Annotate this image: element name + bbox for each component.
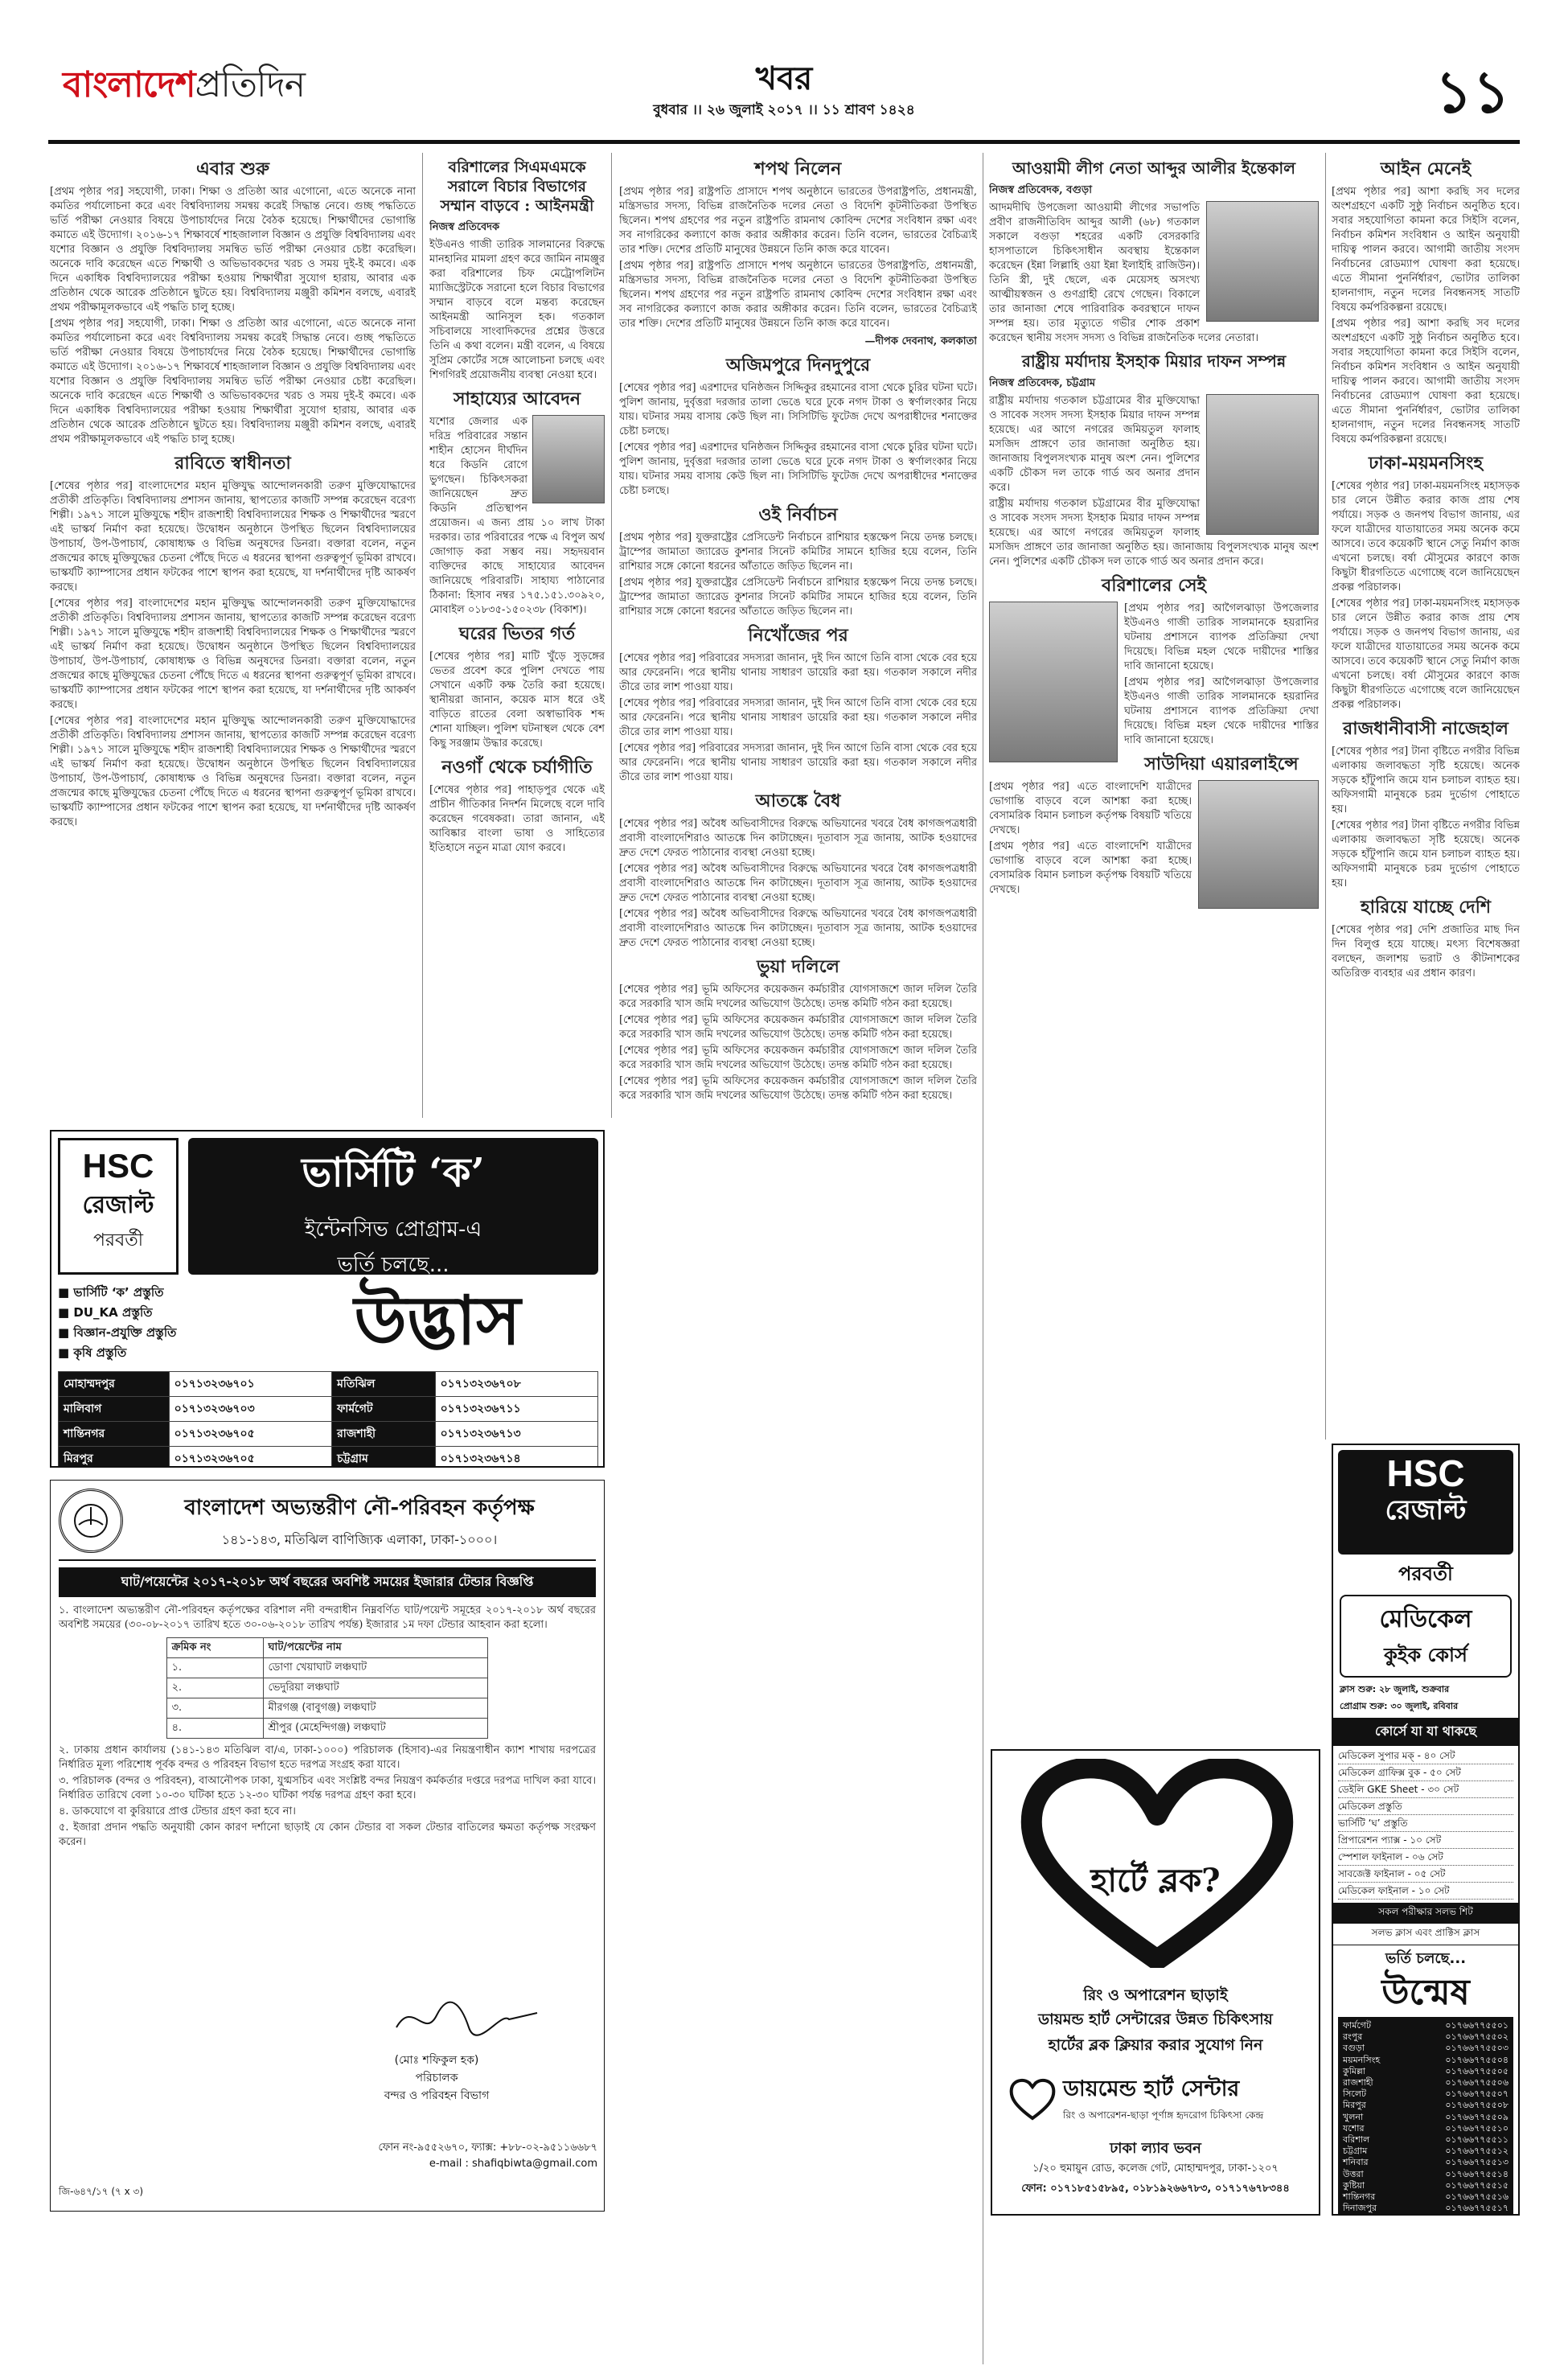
branch-phone: ০১৭১৩২৩৬৭০৮ [435,1372,597,1397]
branch-phone: ০১৭৬৬৭৭৫৫১৪ [1445,2168,1508,2179]
tender-contact: ফোন নং-৯৫৫২৬৭০, ফ্যাক্স: +৮৮-০২-৯৫১১৬৬৮৭ e-mail : shafiqbiwta@gmail.com [211,2140,597,2172]
branch-phone: ০১৭১৩২৩৬৭১৪ [435,1447,597,1468]
headline-ain-menei[interactable]: আইন মেনেই [1380,158,1472,179]
headline-naogaon[interactable]: নওগাঁ থেকে চর্যাগীতি [441,757,593,778]
article-shapath-cont: [প্রথম পৃষ্ঠার পর] রাষ্ট্রপতি প্রাসাদে শপথ অনুষ্ঠানে ভারতের উপরাষ্ট্রপতি, প্রধানমন্ত্রী, মন্ত্রিসভার সদস্য, বিভিন্ন রাজনৈতিক দলের নেতা ও বিদেশি কূটনীতিকরা উপস্থিত ছিলেন। শপথ গ্রহণের পর নতুন রাষ্ট্রপতি রামনাথ কোবিন্দ দেশের সংবিধান রক্ষা এবং সব নাগরিকের কল্যাণে কাজ করার অঙ্গীকার করেন। তিনি বলেন, ভারতের বৈচিত্র্যই তার শক্তি। দেশের প্রতিটি মানুষের উন্নয়নে তিনি কাজ করে যাবেন। [619,260,977,330]
branch-phone: ০১৭৬৬৭৭৫৫১৩ [1445,2157,1508,2168]
masthead-rule [48,140,1520,144]
article-missing: [শেষের পৃষ্ঠার পর] পরিবারের সদস্যরা জানান, দুই দিন আগে তিনি বাসা থেকে বের হয়ে আর ফেরেননি। পরে স্থানীয় থানায় সাধারণ ডায়েরি করা হয়। গতকাল সকালে নদীর তীরে তার লাশ পাওয়া যায়। [619,652,977,693]
article-law-minister: ইউএনও গাজী তারিক সালমানের বিরুদ্ধে মানহানির মামলা গ্রহণ করে জামিন নামঞ্জুর করা বরিশালের চিফ মেট্রোপলিটন ম্যাজিস্ট্রেটকে সরানো হলে বিচার বিভাগের সম্মান বাড়বে বলে মন্তব্য করেছেন আইনমন্ত্রী আনিসুল হক। গতকাল সচিবালয়ে সাংবাদিকদের প্রশ্নের উত্তরে তিনি এ কথা বলেন। মন্ত্রী বলেন, এ বিষয়ে সুপ্রিম কোর্টের সঙ্গে আলোচনা চলছে এবং শিগগিরই প্রয়োজনীয় ব্যবস্থা নেওয়া হবে। [429,239,605,381]
article-barishal-cont: [প্রথম পৃষ্ঠার পর] আগৈলঝাড়া উপজেলার ইউএনও গাজী তারিক সালমানকে হয়রানির ঘটনায় প্রশাসনে ব্যাপক প্রতিক্রিয়া দেখা দিয়েছে। বিভিন্ন মহল থেকে দায়ীদের শাস্তির দাবি জানানো হয়েছে। [1124,676,1319,746]
article-missing-cont: [শেষের পৃষ্ঠার পর] পরিবারের সদস্যরা জানান, দুই দিন আগে তিনি বাসা থেকে বের হয়ে আর ফেরেননি। পরে স্থানীয় থানায় সাধারণ ডায়েরি করা হয়। গতকাল সকালে নদীর তীরে তার লাশ পাওয়া যায়। [619,697,977,738]
ghat-table: ক্রমিক নং ঘাট/পয়েন্টের নাম ১. ডোণা খেয়াঘাট লঞ্চঘাট ২. ভেদুরিয়া লঞ্চঘাট ৩. মীরগঞ্জ (বাবুগঞ্জ) লঞ্চঘাট ৪. শ্রীপুর (মেহেন্দিগঞ্জ) লঞ্চঘাট [166,1637,489,1739]
program-item: ■ বিজ্ঞান-প্রযুক্তি প্রস্তুতি [58,1325,177,1340]
branch-name: দিনাজপুর [1343,2203,1377,2214]
article-azimpur-cont: [শেষের পৃষ্ঠার পর] এরশাদের ঘনিষ্ঠজন সিদ্দিকুর রহমানের বাসা থেকে চুরির ঘটনা ঘটে। পুলিশ জানায়, দুর্বৃত্তরা দরজার তালা ভেঙে ঘরে ঢুকে নগদ টাকা ও স্বর্ণালংকার নিয়ে যায়। ঘটনার সময় বাসায় কেউ ছিল না। সিসিটিভি ফুটেজ দেখে অপরাধীদের শনাক্তের চেষ্টা চলছে। [619,442,977,497]
saudia-photo [1198,780,1319,909]
program-item: ■ ভার্সিটি ‘ক’ প্রস্তুতি [58,1285,164,1300]
course-item: মেডিকেল সুপার মক্ - ৪০ সেট [1338,1748,1513,1764]
branch-name [1343,2214,1382,2216]
branch-name: বরিশাল [1343,2134,1370,2146]
hsc-badge: HSC রেজাল্ট [1338,1450,1513,1555]
branch-phone: ০১৭৬৬৭৭৫৫০৫ [1445,2065,1508,2076]
branch-row [1343,2031,1508,2043]
branch-phone: ০১৭১৩২৩৬৭১১ [435,1397,597,1422]
headline-barishal[interactable]: বরিশালের সেই [1102,575,1206,596]
byline: নিজস্ব প্রতিবেদক, চট্টগ্রাম [989,377,1096,389]
branch-phone: ০১৭৬৬৭৭৫৫০২ [1445,2031,1508,2043]
branch-name: ফার্মগেট [332,1397,436,1422]
course-item: সাবজেক্ট ফাইনাল - ০৫ সেট [1338,1866,1513,1883]
column-1 [50,153,416,1122]
branch-phone: ০১৭৬৬৭৭৫৫০১ [1445,2020,1508,2031]
article-saudia-cont: [প্রথম পৃষ্ঠার পর] এতে বাংলাদেশি যাত্রীদের ভোগান্তি বাড়বে বলে আশঙ্কা করা হচ্ছে। বেসামরিক বিমান চলাচল কর্তৃপক্ষ বিষয়টি খতিয়ে দেখছে। [989,840,1192,896]
branch-name: খুলনা [1343,2111,1364,2122]
course-item: স্পেশাল ফাইনাল - ০৬ সেট [1338,1849,1513,1866]
branch-phone: ০১৭৬৬৭৭৫৫০৪ [1445,2054,1508,2065]
headline-missing[interactable]: নিখোঁজের পর [748,625,848,646]
branch-name: চট্টগ্রাম [332,1447,436,1468]
article-dhaka-mymensingh-cont: [শেষের পৃষ্ঠার পর] ঢাকা-ময়মনসিংহ মহাসড়ক চার লেনে উন্নীত করার কাজ প্রায় শেষ পর্যায়ে। সড়ক ও জনপথ বিভাগ জানায়, এর ফলে যাত্রীদের যাতায়াতের সময় অনেক কমে আসবে। তবে কয়েকটি স্থানে সেতু নির্মাণ কাজ এখনো চলছে। বর্ষা মৌসুমের কারণে কাজ কিছুটা ধীরগতিতে এগোচ্ছে বলে জানিয়েছেন প্রকল্প পরিচালক। [1332,598,1520,711]
headline-law-minister[interactable]: বরিশালের সিএমএমকে সরালে বিচার বিভাগের সম্মান বাড়বে : আইনমন্ত্রী [440,158,594,215]
article-missing-cont2: [শেষের পৃষ্ঠার পর] পরিবারের সদস্যরা জানান, দুই দিন আগে তিনি বাসা থেকে বের হয়ে আর ফেরেননি। পরে স্থানীয় থানায় সাধারণ ডায়েরি করা হয়। গতকাল সকালে নদীর তীরে তার লাশ পাওয়া যায়। [619,742,977,783]
headline-atanke[interactable]: আতঙ্কে বৈধ [755,791,841,811]
branch-name: মিরপুর [1343,2100,1366,2111]
branch-row [1343,2169,1508,2180]
branch-phone: ০১৭৬৬৭৭৫৫০৮ [1445,2100,1508,2111]
branch-phone: ০১৭৬৬৭৭৫৫১৭ [1445,2203,1508,2214]
branch-name: শনিবার [1343,2157,1369,2168]
branch-name: যশোর [1343,2122,1365,2134]
article-shapath: [প্রথম পৃষ্ঠার পর] রাষ্ট্রপতি প্রাসাদে শপথ অনুষ্ঠানে ভারতের উপরাষ্ট্রপতি, প্রধানমন্ত্রী, মন্ত্রিসভার সদস্য, বিভিন্ন রাজনৈতিক দলের নেতা ও বিদেশি কূটনীতিকরা উপস্থিত ছিলেন। শপথ গ্রহণের পর নতুন রাষ্ট্রপতি রামনাথ কোবিন্দ দেশের সংবিধান রক্ষা এবং সব নাগরিকের কল্যাণে কাজ করার অঙ্গীকার করেন। তিনি বলেন, ভারতের বৈচিত্র্যই তার শক্তি। দেশের প্রতিটি মানুষের উন্নয়নে তিনি কাজ করে যাবেন। [619,186,977,256]
tender-ref: জি-৬৪৭/১৭ (৭ x ৩) [59,2186,144,2197]
table-row: ২. ভেদুরিয়া লঞ্চঘাট [166,1678,488,1698]
branch-phone: ০১৭৬৬৭৭৫৫১৫ [1445,2179,1508,2191]
unmesh-ad[interactable]: HSC রেজাল্ট পরবর্তী মেডিকেল কুইক কোর্স ক্লাস শুরু: ২৮ জুলাই, শুক্রবার প্রোগ্রাম শুরু: ৩০ জুলাই, রবিবার কোর্সে যা যা থাকছে মেডিকেল সুপার মক্ - ৪০ সেট মেডিকেল গ্রাফিক্স বুক - ৫০ সেট ডেইলি GKE Sheet - ৩০ সেট মেডিকেল প্রস্তুতি ভার্সিটি ‘ঘ’ প্রস্তুতি প্রিপারেশন প্যাক্স - ১০ সেট স্পেশাল ফাইনাল - ০৬ সেট সাবজেক্ট ফাইনাল - ০৫ সেট মেডিকেল ফাইনাল - ১০ সেট সকল পরীক্ষার সলভ শিট সলভ ক্লাস এবং প্রাক্টিস ক্লাস ভর্তি চলছে... উন্মেষ ফার্মগেট ০১৭৬৬৭৭৫৫০১ রংপুর ০১৭৬৬৭৭৫৫০২ বগুড়া ০১৭৬৬৭৭৫৫০৩ ময়মনসিংহ ০১৭৬৬৭৭৫৫০৪ কুমিল্লা ০১৭৬৬৭৭৫৫০৫ রাজশাহী ০১৭৬৬৭৭৫৫০৬ সিলেট ০১৭৬৬৭৭৫৫০৭ মিরপুর ০১৭৬৬৭৭৫৫০৮ খুলনা ০১৭৬৬৭৭৫৫০৯ যশোর ০১৭৬৬৭৭৫৫১০ বরিশাল ০১৭৬৬৭৭৫৫১১ চট্টগ্রাম ০১৭৬৬৭৭৫৫১২ শনিবার ০১৭৬৬৭৭৫৫১৩ উত্তরা ০১৭৬৬৭৭৫৫১৪ কুষ্টিয়া ০১৭৬৬৭৭৫৫১৫ শান্তিনগর ০১৭৬৬৭৭৫৫১৬ দিনাজপুর ০১৭৬৬৭৭৫৫১৭ [1332,1444,1520,2216]
headline-ghorer-vitor[interactable]: ঘরের ভিতর গর্ত [458,623,576,644]
article-azimpur: [শেষের পৃষ্ঠার পর] এরশাদের ঘনিষ্ঠজন সিদ্দিকুর রহমানের বাসা থেকে চুরির ঘটনা ঘটে। পুলিশ জানায়, দুর্বৃত্তরা দরজার তালা ভেঙে ঘরে ঢুকে নগদ টাকা ও স্বর্ণালংকার নিয়ে যায়। ঘটনার সময় বাসায় কেউ ছিল না। সিসিটিভি ফুটেজ দেখে অপরাধীদের শনাক্তের চেষ্টা চলছে। [619,382,977,437]
course-item: ডেইলি GKE Sheet - ৩০ সেট [1338,1781,1513,1798]
branch-phone: ০১৭৬৬৭৭৫৫১২ [1445,2146,1508,2157]
heart-ad[interactable]: হার্টে ব্লক? রিং ও অপারেশন ছাড়াই ডায়মন্ড হার্ট সেন্টারের উন্নত চিকিৎসায় হার্টের ব্লক ক্লিয়ার করার সুযোগ নিন ডায়মেন্ড হার্ট সেন্টার রিং ও অপারেশন-ছাড়া পূর্ণাঙ্গ হৃদরোগ চিকিৎসা কেন্দ্র ঢাকা ল্যাব ভবন ১/২০ হুমায়ুন রোড, কলেজ গেট, মোহাম্মদপুর, ঢাকা-১২০৭ ফোন: ০১৭১৮৫১৫৮৯৫, ০১৮১৯২৬৬৭৮৩, ০১৭১৭৬৭৮৩৪৪ [991,1749,1320,2216]
branch-phone: ০১৭১৩২৩৬৭০৫ [169,1422,331,1447]
branch-row [1343,2123,1508,2134]
course-item: মেডিকেল গ্রাফিক্স বুক - ৫০ সেট [1338,1764,1513,1781]
section-title: খবর [755,60,813,97]
branch-row [1343,2180,1508,2191]
article-rabi-cont2: [শেষের পৃষ্ঠার পর] বাংলাদেশের মহান মুক্তিযুদ্ধ আন্দোলনকারী তরুণ মুক্তিযোদ্ধাদের প্রতীকী প্রতিকৃতি। বিশ্ববিদ্যালয় প্রশাসন জানায়, স্থাপত্যের কাজটি সম্পন্ন করেছেন বরেণ্য শিল্পী। ১৯৭১ সালে মুক্তিযুদ্ধে শহীদ রাজশাহী বিশ্ববিদ্যালয়ের শিক্ষক ও শিক্ষার্থীদের স্মরণে এই ভাস্কর্য নির্মাণ করা হয়েছে। উদ্বোধন অনুষ্ঠানে উপস্থিত ছিলেন বিশ্ববিদ্যালয়ের উপাচার্য, উপ-উপাচার্য, কোষাধ্যক্ষ ও বিভিন্ন অনুষদের ডিনরা। বক্তারা বলেন, নতুন প্রজন্মের কাছে মুক্তিযুদ্ধের চেতনা পৌঁছে দিতে এ ধরনের স্থাপনা গুরুত্বপূর্ণ ভূমিকা রাখবে। ভাস্কর্যটি ক্যাম্পাসের প্রধান ফটকের পাশে স্থাপন করা হয়েছে, যা দর্শনার্থীদের দৃষ্টি আকর্ষণ করছে। [50,715,416,828]
tender-clause-5: ৫. ইজারা প্রদান পদ্ধতি অনুযায়ী কোন কারণ দর্শানো ছাড়াই যে কোন টেন্ডার বা সকল টেন্ডার বাতিলের ক্ষমতা কর্তৃপক্ষ সংরক্ষণ করেন। [59,1822,597,1848]
branch-name: ময়মনসিংহ [1343,2054,1381,2065]
tender-clause-4: ৪. ডাকযোগে বা কুরিয়ারে প্রাপ্ত টেন্ডার গ্রহণ করা হবে না। [59,1805,296,1817]
hsc-badge: HSC রেজাল্ট পরবর্তী [58,1138,179,1275]
branch-row [1343,2146,1508,2157]
branch-phone: ০১৭১৩২৩৬৭০৫ [169,1447,331,1468]
branch-name: ফার্মগেট [1343,2020,1371,2031]
branch-name: মোহাম্মদপুর [59,1372,170,1397]
patient-photo [532,415,605,503]
branch-phone: ০১৭৬৬৭৭৫৫০৩ [1445,2043,1508,2054]
article-fake-deed-cont2: [শেষের পৃষ্ঠার পর] ভূমি অফিসের কয়েকজন কর্মচারীর যোগসাজশে জাল দলিল তৈরি করে সরকারি খাস জমি দখলের অভিযোগ উঠেছে। তদন্ত কমিটি গঠন করা হয়েছে। [619,1045,977,1071]
branch-phone: ০১৭৬৬৭৭৫৫১১ [1445,2134,1508,2146]
article-atanke-cont2: [শেষের পৃষ্ঠার পর] অবৈধ অভিবাসীদের বিরুদ্ধে অভিযানের খবরে বৈধ কাগজপত্রধারী প্রবাসী বাংলাদেশিরাও আতঙ্কে দিন কাটাচ্ছেন। দূতাবাস সূত্র জানায়, আটক হওয়াদের দ্রুত দেশে ফেরত পাঠানোর ব্যবস্থা নেওয়া হচ্ছে। [619,908,977,949]
article-saudia: [প্রথম পৃষ্ঠার পর] এতে বাংলাদেশি যাত্রীদের ভোগান্তি বাড়বে বলে আশঙ্কা করা হচ্ছে। বেসামরিক বিমান চলাচল কর্তৃপক্ষ বিষয়টি খতিয়ে দেখছে। [989,781,1192,836]
page-number: ১১ [1435,57,1510,125]
article-ain-menei: [প্রথম পৃষ্ঠার পর] আশা করছি সব দলের অংশগ্রহণে একটি সুষ্ঠু নির্বাচন অনুষ্ঠিত হবে। সবার সহযোগিতা কামনা করে সিইসি বলেন, নির্বাচন কমিশন সংবিধান ও আইন অনুযায়ী দায়িত্ব পালন করবে। আগামী জাতীয় সংসদ নির্বাচনের রোডম্যাপ ঘোষণা করা হয়েছে। এতে সীমানা পুনর্নির্ধারণ, ভোটার তালিকা হালনাগাদ, নতুন দলের নিবন্ধনসহ সাতটি বিষয়ে কর্মপরিকল্পনা রয়েছে। [1332,186,1520,314]
obituary-photo [1206,201,1319,322]
newspaper-logo[interactable]: বাংলাদেশপ্রতিদিন [63,64,305,105]
branch-phone: ০১৭৬৬৭৭৫৫০৬ [1445,2077,1508,2089]
course-title-box: মেডিকেল কুইক কোর্স [1340,1595,1512,1678]
article-ebar-shuru: [প্রথম পৃষ্ঠার পর] সহযোগী, ঢাকা। শিক্ষা ও প্রতিষ্ঠা আর এগোনো, এতে অনেকে নানা কমতির পর্যালোচনা করে এবং বিশ্ববিদ্যালয় সমন্বয় করেই সিদ্ধান্ত নেবে। গুচ্ছ পদ্ধতিতে ভর্তি পরীক্ষা নেওয়ার বিষয়ে উপাচার্যদের নিয়ে বৈঠক হয়েছে। শিক্ষার্থীদের ভোগান্তি কমাতে এই উদ্যোগ। ২০১৬-১৭ শিক্ষাবর্ষে শাহজালাল বিজ্ঞান ও প্রযুক্তি বিশ্ববিদ্যালয় এবং যশোর বিজ্ঞান ও প্রযুক্তি বিশ্ববিদ্যালয় সমন্বিত ভর্তি পরীক্ষা নেওয়ার চেষ্টা করেছিল। অনেকে দাবি করেছেন এতে শিক্ষার্থী ও অভিভাবকদের খরচ ও সময় দুই-ই কমবে। এক দিনে একাধিক বিশ্ববিদ্যালয়ের পরীক্ষা হওয়ায় শিক্ষার্থীরা সুযোগ হারায়, আবার এক প্রতিষ্ঠান থেকে আরেক প্রতিষ্ঠানে ছুটতে হয়। বিশ্ববিদ্যালয় মঞ্জুরী কমিশন বলছে, এবারই প্রথম পরীক্ষামূলকভাবে এই পদ্ধতি চালু হচ্ছে। [50,186,416,314]
headline-ishaq[interactable]: রাষ্ট্রীয় মর্যাদায় ইসহাক মিয়ার দাফন সম্পন্ন [1021,351,1287,371]
branch-name: সিলেট [1343,2089,1367,2100]
tender-clause-3: ৩. পরিচালক (বন্দর ও পরিবহন), বাআনৌপক ঢাকা, যুগ্মসচিব এবং সংশ্লিষ্ট বন্দর নিয়ন্ত্রণ কর্মকর্তার দপ্তরে দরপত্র দাখিল করা যাবে। নির্ধারিত তারিখে বেলা ১০-৩০ ঘটিকা হতে ১২-৩০ ঘটিকা পর্যন্ত দরপত্র গ্রহণ করা হবে। [59,1775,596,1801]
table-row [59,1447,598,1468]
column-divider [1325,153,1326,1440]
byline: নিজস্ব প্রতিবেদক, বগুড়া [989,184,1092,196]
tender-body [59,1604,596,1850]
article-rabi: [শেষের পৃষ্ঠার পর] বাংলাদেশের মহান মুক্তিযুদ্ধ আন্দোলনকারী তরুণ মুক্তিযোদ্ধাদের প্রতীকী প্রতিকৃতি। বিশ্ববিদ্যালয় প্রশাসন জানায়, স্থাপত্যের কাজটি সম্পন্ন করেছেন বরেণ্য শিল্পী। ১৯৭১ সালে মুক্তিযুদ্ধে শহীদ রাজশাহী বিশ্ববিদ্যালয়ের শিক্ষক ও শিক্ষার্থীদের স্মরণে এই ভাস্কর্য নির্মাণ করা হয়েছে। উদ্বোধন অনুষ্ঠানে উপস্থিত ছিলেন বিশ্ববিদ্যালয়ের উপাচার্য, উপ-উপাচার্য, কোষাধ্যক্ষ ও বিভিন্ন অনুষদের ডিনরা। বক্তারা বলেন, নতুন প্রজন্মের কাছে মুক্তিযুদ্ধের চেতনা পৌঁছে দিতে এ ধরনের স্থাপনা গুরুত্বপূর্ণ ভূমিকা রাখবে। ভাস্কর্যটি ক্যাম্পাসের প্রধান ফটকের পাশে স্থাপন করা হয়েছে, যা দর্শনার্থীদের দৃষ্টি আকর্ষণ করছে। [50,480,416,594]
ishaq-photo [1206,394,1319,535]
column-4 [989,153,1319,1741]
branch-row [1343,2191,1508,2203]
tender-signatory: (মোঃ শফিকুল হক) পরিচালক বন্দর ও পরিবহন বিভাগ [384,2054,490,2102]
branch-row [1343,2066,1508,2077]
branch-phone: ০১৭১৩২৩৬৭১৩ [435,1422,597,1447]
table-row: ৪. শ্রীপুর (মেহেন্দিগঞ্জ) লঞ্চঘাট [166,1719,488,1739]
branch-row [1343,2020,1508,2031]
column-5 [1332,153,1520,1440]
headline-deshi-fish[interactable]: হারিয়ে যাচ্ছে দেশি [1361,897,1491,918]
branch-table [58,1371,598,1468]
branch-name: কুমিল্লা [1343,2065,1365,2076]
headline-help-appeal[interactable]: সাহায্যের আবেদন [454,388,581,409]
tender-org: বাংলাদেশ অভ্যন্তরীণ নৌ-পরিবহন কর্তৃপক্ষ [184,1495,535,1520]
byline: —দীপক দেবনাথ, কলকাতা [864,335,977,347]
article-fake-deed-cont3: [শেষের পৃষ্ঠার পর] ভূমি অফিসের কয়েকজন কর্মচারীর যোগসাজশে জাল দলিল তৈরি করে সরকারি খাস জমি দখলের অভিযোগ উঠেছে। তদন্ত কমিটি গঠন করা হয়েছে। [619,1075,977,1102]
article-help-appeal: যশোর জেলার এক দরিদ্র পরিবারের সন্তান শাহীন হোসেন দীর্ঘদিন ধরে কিডনি রোগে ভুগছেন। চিকিৎসকরা জানিয়েছেন দ্রুত কিডনি প্রতিস্থাপন প্রয়োজন। এ জন্য প্রায় ১০ লাখ টাকা দরকার। তার পরিবারের পক্ষে এ বিপুল অর্থ জোগাড় করা সম্ভব নয়। সহৃদয়বান ব্যক্তিদের কাছে সাহায্যের আবেদন জানিয়েছে পরিবারটি। সাহায্য পাঠানোর ঠিকানা: হিসাব নম্বর ১৭৫.১৫১.৩০৯২০, মোবাইল ০১৮৩৫-১৫০২৩৮ (বিকাশ)। [429,416,605,616]
branch-phone: ০১৭১৩২৩৬৭০১ [169,1372,331,1397]
article-rajdhani-cont: [শেষের পৃষ্ঠার পর] টানা বৃষ্টিতে নগরীর বিভিন্ন এলাকায় জলাবদ্ধতা সৃষ্টি হয়েছে। অনেক সড়কে হাঁটুপানি জমে যান চলাচল ব্যাহত হয়। অফিসগামী মানুষকে চরম দুর্ভোগ পোহাতে হয়। [1332,819,1520,889]
course-item: মেডিকেল ফাইনাল - ১০ সেট [1338,1883,1513,1900]
course-item: ভার্সিটি ‘ঘ’ প্রস্তুতি [1338,1815,1513,1832]
branch-name: মিরপুর [59,1447,170,1468]
article-ishaq: রাষ্ট্রীয় মর্যাদায় গতকাল চট্টগ্রামের বীর মুক্তিযোদ্ধা ও সাবেক সংসদ সদস্য ইসহাক মিয়ার দাফন সম্পন্ন হয়েছে। এর আগে নগরের জমিয়তুল ফালাহ মসজিদ প্রাঙ্গণে তার জানাজা অনুষ্ঠিত হয়। জানাজায় বিপুলসংখ্যক মানুষ অংশ নেন। পুলিশের একটি চৌকস দল তাকে গার্ড অব অনার প্রদান করে। [989,395,1200,494]
headline-dhaka-mymensingh[interactable]: ঢাকা-ময়মনসিংহ [1368,453,1484,474]
branch-name: বগুড়া [1343,2043,1365,2054]
udvash-program-list [58,1283,267,1363]
tender-header [59,1489,596,1561]
byline: নিজস্ব প্রতিবেদক [429,221,500,233]
article-dhaka-mymensingh: [শেষের পৃষ্ঠার পর] ঢাকা-ময়মনসিংহ মহাসড়ক চার লেনে উন্নীত করার কাজ প্রায় শেষ পর্যায়ে। সড়ক ও জনপথ বিভাগ জানায়, এর ফলে যাত্রীদের যাতায়াতের সময় অনেক কমে আসবে। তবে কয়েকটি স্থানে সেতু নির্মাণ কাজ এখনো চলছে। বর্ষা মৌসুমের কারণে কাজ কিছুটা ধীরগতিতে এগোচ্ছে বলে জানিয়েছেন প্রকল্প পরিচালক। [1332,480,1520,594]
headline-obituary[interactable]: আওয়ামী লীগ নেতা আব্দুর আলীর ইন্তেকাল [1012,158,1296,178]
branch-row [1343,2112,1508,2123]
course-item: প্রিপারেশন প্যাক্স - ১০ সেট [1338,1832,1513,1849]
udvash-logo: উদ্ভাস [354,1280,521,1360]
course-item: মেডিকেল প্রস্তুতি [1338,1798,1513,1815]
headline-shapath[interactable]: শপথ নিলেন [754,158,842,179]
branch-phone: ০১৭৬৬৭৭৫৫১৬ [1445,2191,1508,2203]
article-rajdhani: [শেষের পৃষ্ঠার পর] টানা বৃষ্টিতে নগরীর বিভিন্ন এলাকায় জলাবদ্ধতা সৃষ্টি হয়েছে। অনেক সড়কে হাঁটুপানি জমে যান চলাচল ব্যাহত হয়। অফিসগামী মানুষকে চরম দুর্ভোগ পোহাতে হয়। [1332,745,1520,815]
article-barishal: [প্রথম পৃষ্ঠার পর] আগৈলঝাড়া উপজেলার ইউএনও গাজী তারিক সালমানকে হয়রানির ঘটনায় প্রশাসনে ব্যাপক প্রতিক্রিয়া দেখা দিয়েছে। বিভিন্ন মহল থেকে দায়ীদের শাস্তির দাবি জানানো হয়েছে। [1124,602,1319,672]
branch-row [1343,2089,1508,2100]
program-item: ■ কৃষি প্রস্তুতি [58,1345,127,1360]
issue-date: বুধবার ।। ২৬ জুলাই ২০১৭ ।। ১১ শ্রাবণ ১৪২৪ [653,102,915,118]
unmesh-logo: উন্মেষ [1381,1972,1470,2013]
branch-row [1343,2157,1508,2168]
column-2 [429,153,605,1122]
headline-saudia[interactable]: সাউদিয়া এয়ারলাইন্সে [1144,754,1299,774]
branch-name: উত্তরা [1343,2168,1364,2179]
article-election: [প্রথম পৃষ্ঠার পর] যুক্তরাষ্ট্রের প্রেসিডেন্ট নির্বাচনে রাশিয়ার হস্তক্ষেপ নিয়ে তদন্ত চলছে। ট্রাম্পের জামাতা জ্যারেড কুশনার সিনেট কমিটির সামনে হাজির হয়ে বলেন, তিনি রাশিয়ার সঙ্গে কোনো ধরনের আঁতাতে জড়িত ছিলেন না। [619,532,977,573]
branch-row [1343,2214,1508,2216]
branch-name: রাজশাহী [332,1422,436,1447]
article-atanke: [শেষের পৃষ্ঠার পর] অবৈধ অভিবাসীদের বিরুদ্ধে অভিযানের খবরে বৈধ কাগজপত্রধারী প্রবাসী বাংলাদেশিরাও আতঙ্কে দিন কাটাচ্ছেন। দূতাবাস সূত্র জানায়, আটক হওয়াদের দ্রুত দেশে ফেরত পাঠানোর ব্যবস্থা নেওয়া হচ্ছে। [619,818,977,859]
article-election-cont: [প্রথম পৃষ্ঠার পর] যুক্তরাষ্ট্রের প্রেসিডেন্ট নির্বাচনে রাশিয়ার হস্তক্ষেপ নিয়ে তদন্ত চলছে। ট্রাম্পের জামাতা জ্যারেড কুশনার সিনেট কমিটির সামনে হাজির হয়ে বলেন, তিনি রাশিয়ার সঙ্গে কোনো ধরনের আঁতাতে জড়িত ছিলেন না। [619,577,977,618]
headline-election[interactable]: ওই নির্বাচন [758,504,838,525]
table-row [59,1422,598,1447]
udvash-ad[interactable] [50,1130,605,1468]
article-rabi-cont: [শেষের পৃষ্ঠার পর] বাংলাদেশের মহান মুক্তিযুদ্ধ আন্দোলনকারী তরুণ মুক্তিযোদ্ধাদের প্রতীকী প্রতিকৃতি। বিশ্ববিদ্যালয় প্রশাসন জানায়, স্থাপত্যের কাজটি সম্পন্ন করেছেন বরেণ্য শিল্পী। ১৯৭১ সালে মুক্তিযুদ্ধে শহীদ রাজশাহী বিশ্ববিদ্যালয়ের শিক্ষক ও শিক্ষার্থীদের স্মরণে এই ভাস্কর্য নির্মাণ করা হয়েছে। উদ্বোধন অনুষ্ঠানে উপস্থিত ছিলেন বিশ্ববিদ্যালয়ের উপাচার্য, উপ-উপাচার্য, কোষাধ্যক্ষ ও বিভিন্ন অনুষদের ডিনরা। বক্তারা বলেন, নতুন প্রজন্মের কাছে মুক্তিযুদ্ধের চেতনা পৌঁছে দিতে এ ধরনের স্থাপনা গুরুত্বপূর্ণ ভূমিকা রাখবে। ভাস্কর্যটি ক্যাম্পাসের প্রধান ফটকের পাশে স্থাপন করা হয়েছে, যা দর্শনার্থীদের দৃষ্টি আকর্ষণ করছে। [50,598,416,711]
branch-row [1343,2100,1508,2111]
branch-phone: ০১৭১৩২৩৬৭০৩ [169,1397,331,1422]
branch-row [1343,2134,1508,2146]
headline-fake-deed[interactable]: ভুয়া দলিলে [757,956,839,977]
tender-notice [50,1480,605,2212]
branch-name: রংপুর [1343,2031,1363,2043]
branch-phone [1445,2214,1508,2216]
branch-phone: ০১৭৬৬৭৭৫৫১০ [1445,2122,1508,2134]
heart-question: হার্টে ব্লক? [1090,1862,1221,1900]
udvash-banner: ভার্সিটি ‘ক’ ইন্টেনসিভ প্রোগ্রাম-এ ভর্তি চলছে... [188,1138,598,1275]
article-ain-menei-cont: [প্রথম পৃষ্ঠার পর] আশা করছি সব দলের অংশগ্রহণে একটি সুষ্ঠু নির্বাচন অনুষ্ঠিত হবে। সবার সহযোগিতা কামনা করে সিইসি বলেন, নির্বাচন কমিশন সংবিধান ও আইন অনুযায়ী দায়িত্ব পালন করবে। আগামী জাতীয় সংসদ নির্বাচনের রোডম্যাপ ঘোষণা করা হয়েছে। এতে সীমানা পুনর্নির্ধারণ, ভোটার তালিকা হালনাগাদ, নতুন দলের নিবন্ধনসহ সাতটি বিষয়ে কর্মপরিকল্পনা রয়েছে। [1332,318,1520,446]
article-fake-deed: [শেষের পৃষ্ঠার পর] ভূমি অফিসের কয়েকজন কর্মচারীর যোগসাজশে জাল দলিল তৈরি করে সরকারি খাস জমি দখলের অভিযোগ উঠেছে। তদন্ত কমিটি গঠন করা হয়েছে। [619,984,977,1010]
branch-row [1343,2203,1508,2214]
tender-clause-2: ২. ঢাকায় প্রধান কার্যালয় (১৪১-১৪৩ মতিঝিল বা/এ, ঢাকা-১০০০) পরিচালক (হিসাব)-এর নিয়ন্ত্রণাধীন ক্যাশ শাখায় দরপত্রের নির্ধারিত মূল্য পরিশোধ পূর্বক বন্দর ও পরিবহন বিভাগ হতে দরপত্র সংগ্রহ করা যাবে। [59,1744,596,1771]
article-naogaon: [শেষের পৃষ্ঠার পর] পাহাড়পুর থেকে এই প্রাচীন গীতিকার নিদর্শন মিলেছে বলে দাবি করেছেন গবেষকরা। তারা জানান, এই আবিষ্কার বাংলা ভাষা ও সাহিত্যের ইতিহাসে নতুন মাত্রা যোগ করবে। [429,784,605,854]
course-items [1333,1746,1518,1901]
diamond-logo: ডায়মেন্ড হার্ট সেন্টার রিং ও অপারেশন-ছাড়া পূর্ণাঙ্গ হৃদরোগ চিকিৎসা কেন্দ্র [1008,2072,1263,2125]
tender-title: ঘাট/পয়েন্টের ২০১৭-২০১৮ অর্থ বছরের অবশিষ্ট সময়ের ইজারার টেন্ডার বিজ্ঞপ্তি [59,1567,596,1597]
biwta-emblem-icon [59,1489,123,1553]
branch-row [1343,2043,1508,2054]
article-atanke-cont: [শেষের পৃষ্ঠার পর] অবৈধ অভিবাসীদের বিরুদ্ধে অভিযানের খবরে বৈধ কাগজপত্রধারী প্রবাসী বাংলাদেশিরাও আতঙ্কে দিন কাটাচ্ছেন। দূতাবাস সূত্র জানায়, আটক হওয়াদের দ্রুত দেশে ফেরত পাঠানোর ব্যবস্থা নেওয়া হচ্ছে। [619,863,977,904]
headline-rabi[interactable]: রাবিতে স্বাধীনতা [174,453,291,474]
article-ebar-shuru-cont: [প্রথম পৃষ্ঠার পর] সহযোগী, ঢাকা। শিক্ষা ও প্রতিষ্ঠা আর এগোনো, এতে অনেকে নানা কমতির পর্যালোচনা করে এবং বিশ্ববিদ্যালয় সমন্বয় করেই সিদ্ধান্ত নেবে। গুচ্ছ পদ্ধতিতে ভর্তি পরীক্ষা নেওয়ার বিষয়ে উপাচার্যদের নিয়ে বৈঠক হয়েছে। শিক্ষার্থীদের ভোগান্তি কমাতে এই উদ্যোগ। ২০১৬-১৭ শিক্ষাবর্ষে শাহজালাল বিজ্ঞান ও প্রযুক্তি বিশ্ববিদ্যালয় এবং যশোর বিজ্ঞান ও প্রযুক্তি বিশ্ববিদ্যালয় সমন্বিত ভর্তি পরীক্ষা নেওয়ার চেষ্টা করেছিল। অনেকে দাবি করেছেন এতে শিক্ষার্থী ও অভিভাবকদের খরচ ও সময় দুই-ই কমবে। এক দিনে একাধিক বিশ্ববিদ্যালয়ের পরীক্ষা হওয়ায় শিক্ষার্থীরা সুযোগ হারায়, আবার এক প্রতিষ্ঠান থেকে আরেক প্রতিষ্ঠানে ছুটতে হয়। বিশ্ববিদ্যালয় মঞ্জুরী কমিশন বলছে, এবারই প্রথম পরীক্ষামূলকভাবে এই পদ্ধতি চালু হচ্ছে। [50,318,416,446]
branch-name: রাজশাহী [1343,2077,1373,2089]
tender-email[interactable]: e-mail : shafiqbiwta@gmail.com [429,2158,597,2170]
column-divider [611,153,612,1118]
branch-name: মতিঝিল [332,1372,436,1397]
branch-name: মালিবাগ [59,1397,170,1422]
table-row: ১. ডোণা খেয়াঘাট লঞ্চঘাট [166,1658,488,1678]
branch-row [1343,2055,1508,2066]
branch-phone: ০১৭৬৬৭৭৫৫০৭ [1445,2089,1508,2100]
branch-name: চট্টগ্রাম [1343,2146,1368,2157]
article-deshi-fish: [শেষের পৃষ্ঠার পর] দেশি প্রজাতির মাছ দিন দিন বিলুপ্ত হয়ে যাচ্ছে। মৎস্য বিশেষজ্ঞরা বলছেন, জলাশয় ভরাট ও কীটনাশকের অতিরিক্ত ব্যবহার এর প্রধান কারণ। [1332,924,1520,980]
table-row: ৩. মীরগঞ্জ (বাবুগঞ্জ) লঞ্চঘাট [166,1698,488,1719]
article-obituary: আদমদীঘি উপজেলা আওয়ামী লীগের সভাপতি প্রবীণ রাজনীতিবিদ আব্দুর আলী (৬৮) গতকাল সকালে বগুড়া শহরের একটি বেসরকারি হাসপাতালে চিকিৎসাধীন অবস্থায় ইন্তেকাল করেছেন (ইন্না লিল্লাহি ওয়া ইন্না ইলাইহি রাজিউন)। তিনি স্ত্রী, দুই ছেলে, এক মেয়েসহ অসংখ্য আত্মীয়স্বজন ও গুণগ্রাহী রেখে গেছেন। বিকালে তার জানাজা শেষে পারিবারিক কবরস্থানে দাফন সম্পন্ন হয়। তার মৃত্যুতে গভীর শোক প্রকাশ করেছেন স্থানীয় সংসদ সদস্য ও বিভিন্ন রাজনৈতিক দলের নেতারা। [989,202,1258,344]
article-fake-deed-cont: [শেষের পৃষ্ঠার পর] ভূমি অফিসের কয়েকজন কর্মচারীর যোগসাজশে জাল দলিল তৈরি করে সরকারি খাস জমি দখলের অভিযোগ উঠেছে। তদন্ত কমিটি গঠন করা হয়েছে। [619,1014,977,1041]
branch-phone: ০১৭৬৬৭৭৫৫০৯ [1445,2111,1508,2122]
headline-ebar-shuru[interactable]: এবার শুরু [196,158,269,179]
barishal-photo [989,602,1118,762]
branch-name: কুষ্টিয়া [1343,2179,1365,2191]
headline-azimpur[interactable]: অজিমপুরে দিনদুপুরে [725,355,871,376]
tender-address: ১৪১-১৪৩, মতিঝিল বাণিজ্যিক এলাকা, ঢাকা-১০০০। [221,1531,498,1547]
column-divider [422,153,423,1118]
program-item: ■ DU_KA প্রস্তুতি [58,1305,153,1320]
signature [388,1995,549,2043]
branch-name: শান্তিনগর [59,1422,170,1447]
branch-name: শান্তিনগর [1343,2191,1376,2203]
table-row [59,1397,598,1422]
table-row [59,1372,598,1397]
tender-clause-1: ১. বাংলাদেশ অভ্যন্তরীণ নৌ-পরিবহন কর্তৃপক্ষের বরিশাল নদী বন্দরাধীন নিম্নবর্ণিত ঘাট/পয়েন্ট সমূহের ২০১৭-২০১৮ অর্থ বছরের অবশিষ্ট সময়ের (৩০-০৮-২০১৭ তারিখ হতে ৩০-০৬-২০১৮ তারিখ পর্যন্ত) ইজারার ১ম দফা টেন্ডার আহবান করা হলো। [59,1604,597,1631]
branch-row [1343,2077,1508,2089]
masthead [48,48,1520,129]
branch-list [1338,2017,1513,2216]
article-ghorer-vitor: [শেষের পৃষ্ঠার পর] মাটি খুঁড়ে সুড়ঙ্গের ভেতর প্রবেশ করে পুলিশ দেখতে পায় সেখানে একটি কক্ষ তৈরি করা হয়েছে। স্থানীয়রা জানান, কয়েক মাস ধরে ওই বাড়িতে রাতের বেলা অস্বাভাবিক শব্দ শোনা যাচ্ছিল। পুলিশ ঘটনাস্থল থেকে বেশ কিছু সরঞ্জাম উদ্ধার করেছে। [429,651,605,750]
headline-rajdhani[interactable]: রাজধানীবাসী নাজেহাল [1343,718,1508,739]
article-ishaq-cont: রাষ্ট্রীয় মর্যাদায় গতকাল চট্টগ্রামের বীর মুক্তিযোদ্ধা ও সাবেক সংসদ সদস্য ইসহাক মিয়ার দাফন সম্পন্ন হয়েছে। এর আগে নগরের জমিয়তুল ফালাহ মসজিদ প্রাঙ্গণে তার জানাজা অনুষ্ঠিত হয়। জানাজায় বিপুলসংখ্যক মানুষ অংশ নেন। পুলিশের একটি চৌকস দল তাকে গার্ড অব অনার প্রদান করে। [989,498,1319,568]
column-3 [619,153,977,2364]
